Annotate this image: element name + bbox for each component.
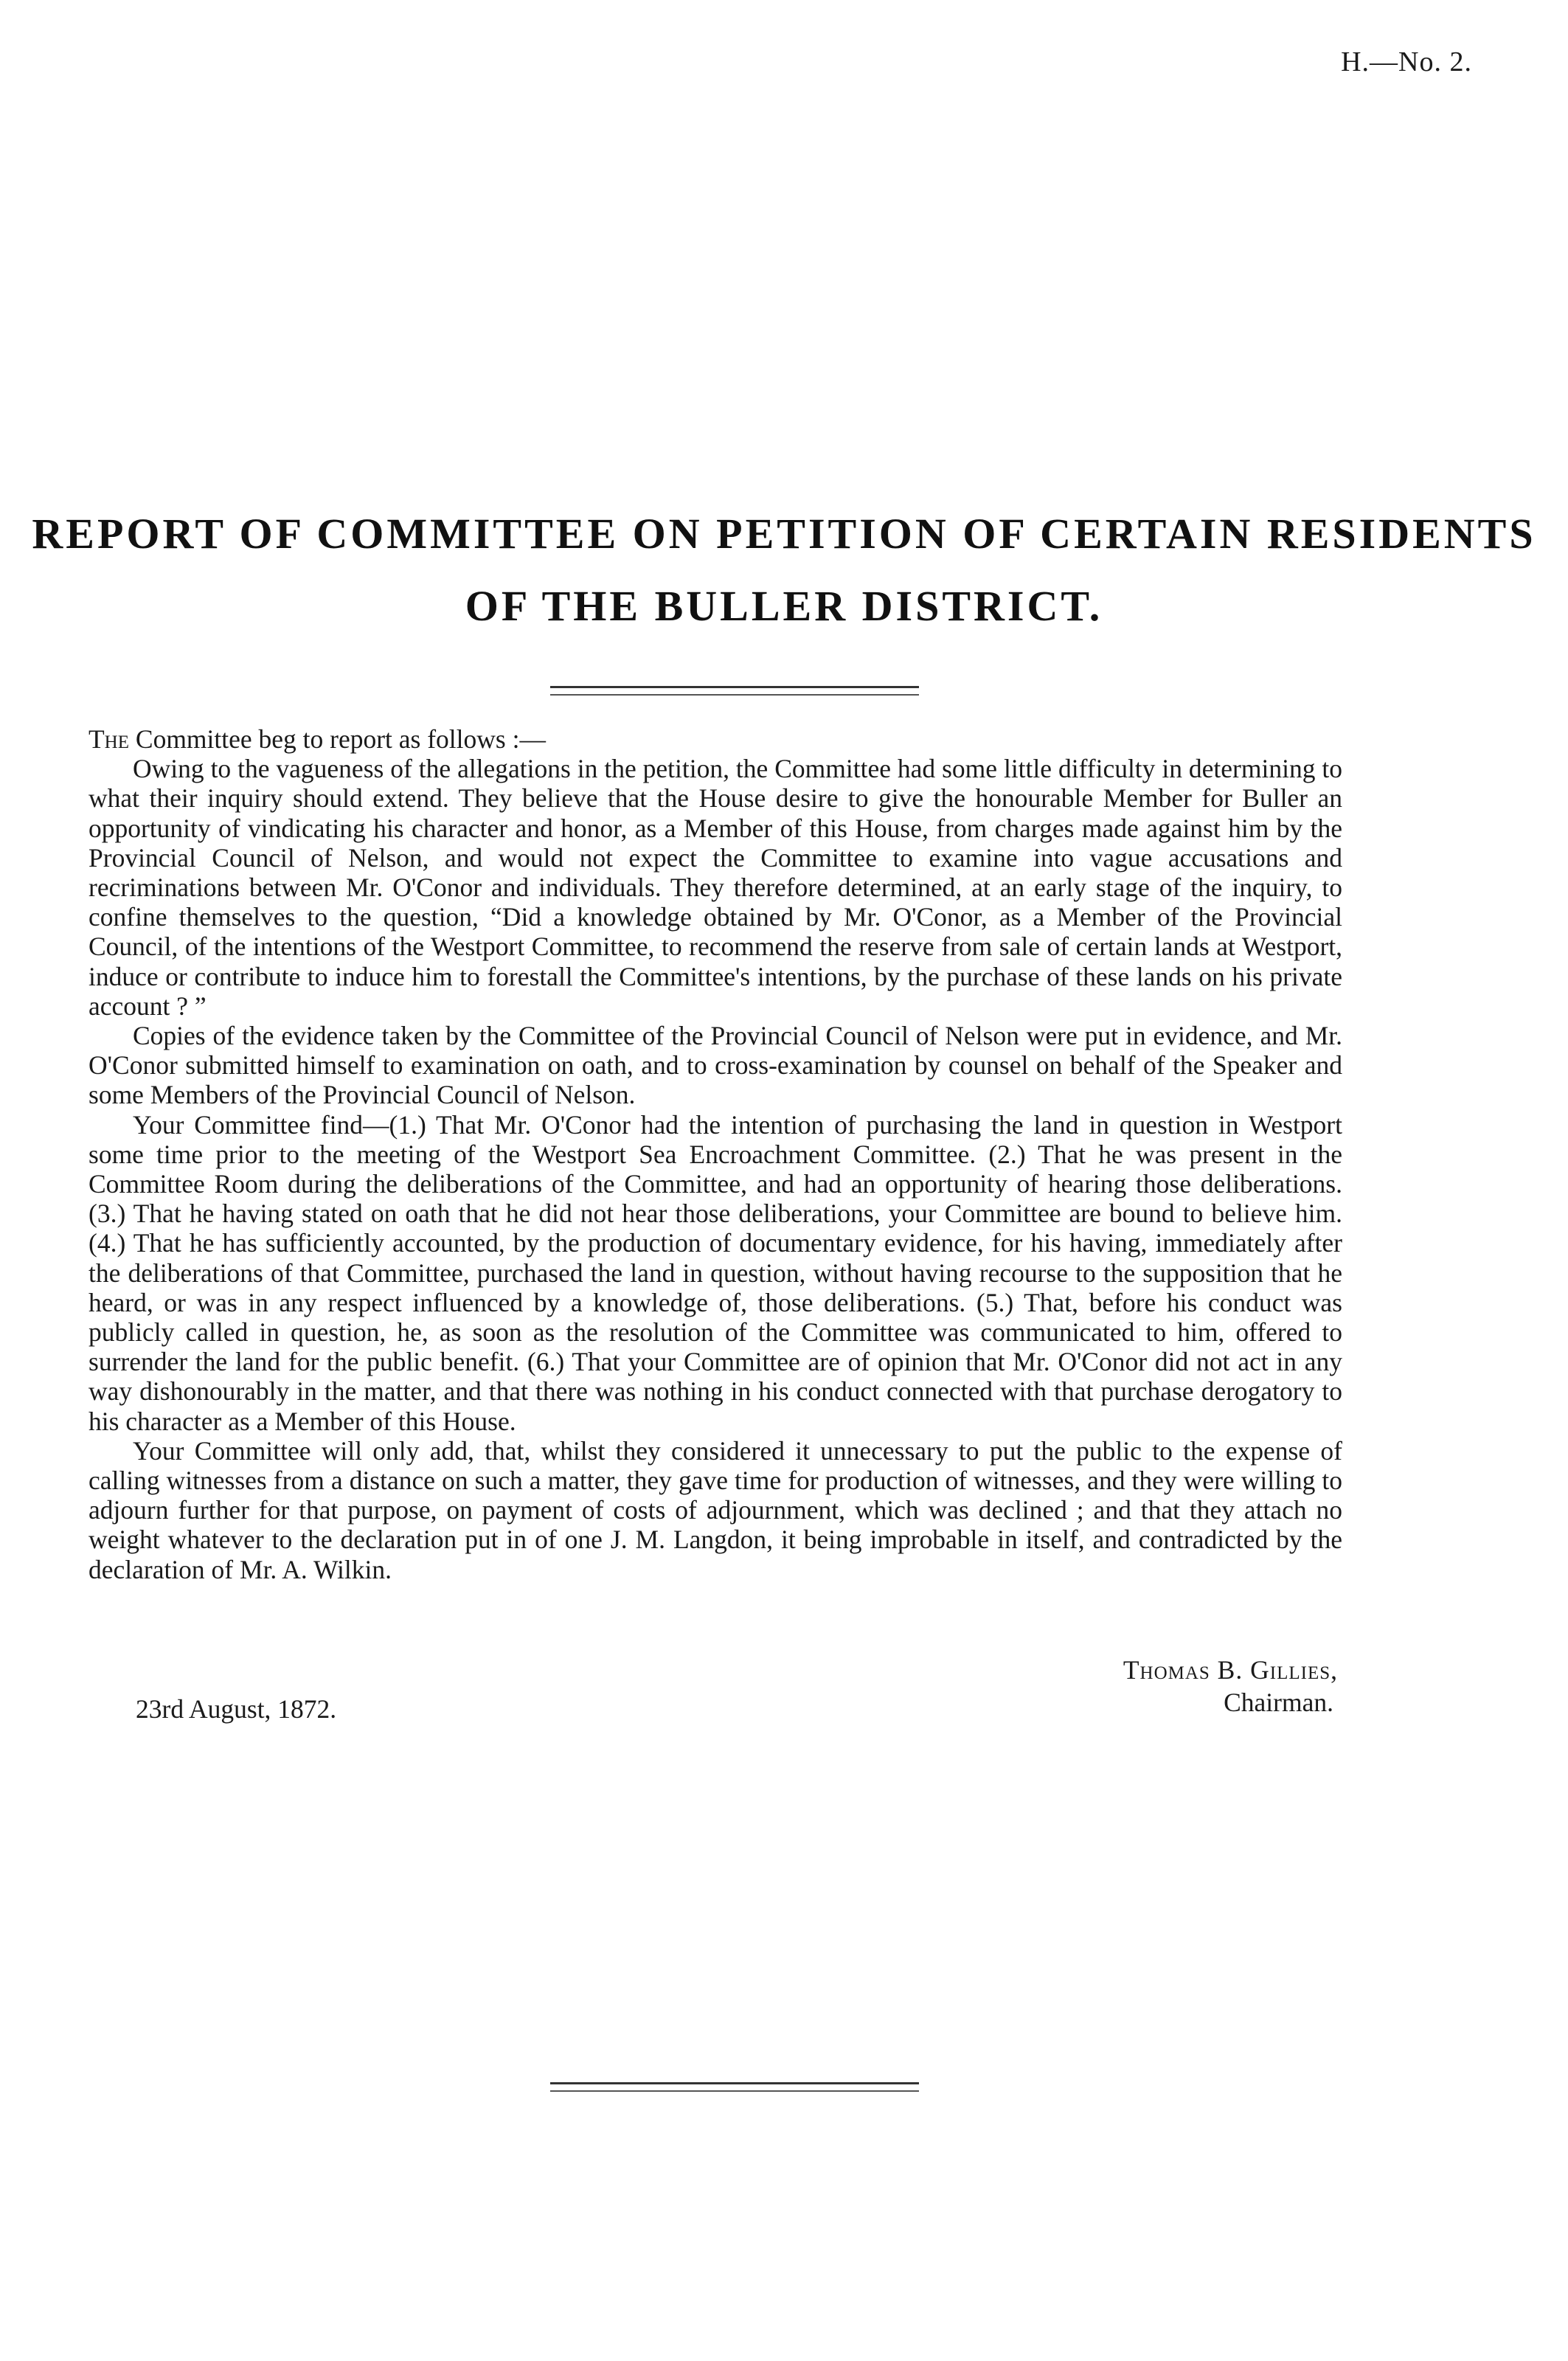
chairman-role: Chairman. [1224,1688,1333,1717]
intro-rest: Committee beg to report as follows :— [129,724,546,754]
intro-line [89,724,1342,754]
paragraph-vagueness: Owing to the vagueness of the allegations in the petition, the Committee had some little difficulty in determining to what their inquiry should extend. They believe that the House desire to give the honourable Member for Buller an opportunity of vindicating his character and honor, as a Member of this House, from charges made against him by the Provincial Council of Nelson, and would not expect the Committee to examine into vague accusations and recriminations between Mr. O'Conor and individuals. They therefore determined, at an early stage of the inquiry, to confine themselves to the question, “Did a knowledge obtained by Mr. O'Conor, as a Member of the Provincial Council, of the intentions of the Westport Committee, to recommend the reserve from sale of certain lands at Westport, induce or contribute to induce him to forestall the Committee's intentions, by the purchase of these lands on his private account ? ” [89,754,1342,1021]
report-body [89,724,1342,1584]
report-title-line-2: OF THE BULLER DISTRICT. [465,582,1103,630]
decorative-rule-bottom [550,2082,919,2084]
signature-block [1123,1655,1338,1717]
intro-first-word: The [89,724,130,754]
decorative-rule-top [550,686,919,688]
report-title-line-1: REPORT OF COMMITTEE ON PETITION OF CERTAIN RESIDENTS [32,510,1536,558]
chairman-name: Thomas B. Gillies, [1123,1655,1338,1685]
paragraph-conclusion: Your Committee will only add, that, whilst they considered it unnecessary to put the public to the expense of calling witnesses from a distance on such a matter, they gave time for production of witnesses, and they were willing to adjourn further for that purpose, on payment of costs of adjournment, which was declined ; and that they attach no weight whatever to the declaration put in of one J. M. Langdon, it being improbable in itself, and contradicted by the declaration of Mr. A. Wilkin. [89,1435,1342,1584]
paragraph-evidence: Copies of the evidence taken by the Committee of the Provincial Council of Nelson were put in evidence, and Mr. O'Conor submitted himself to examination on oath, and to cross-examination by counsel on behalf of the Speaker and some Members of the Provincial Council of Nelson. [89,1021,1342,1110]
report-date: 23rd August, 1872. [136,1694,337,1724]
paragraph-findings: Your Committee find—(1.) That Mr. O'Conor had the intention of purchasing the land in question in Westport some time prior to the meeting of the Westport Sea Encroachment Committee. (2.) That he was present in the Committee Room during the deliberations of the Committee, and had an opportunity of hearing those deliberations. (3.) That he having stated on oath that he did not hear those deliberations, your Committee are bound to believe him. (4.) That he has sufficiently accounted, by the production of documentary evidence, for his having, immediately after the deliberations of that Committee, purchased the land in question, without having recourse to the supposition that he heard, or was in any respect influenced by a knowledge of, those deliberations. (5.) That, before his conduct was publicly called in question, he, as soon as the resolution of the Committee was communicated to him, offered to surrender the land for the public benefit. (6.) That your Committee are of opinion that Mr. O'Conor did not act in any way dishonourably in the matter, and that there was nothing in his conduct connected with that purchase derogatory to his character as a Member of this House. [89,1109,1342,1436]
page-reference: H.—No. 2. [1341,46,1472,77]
